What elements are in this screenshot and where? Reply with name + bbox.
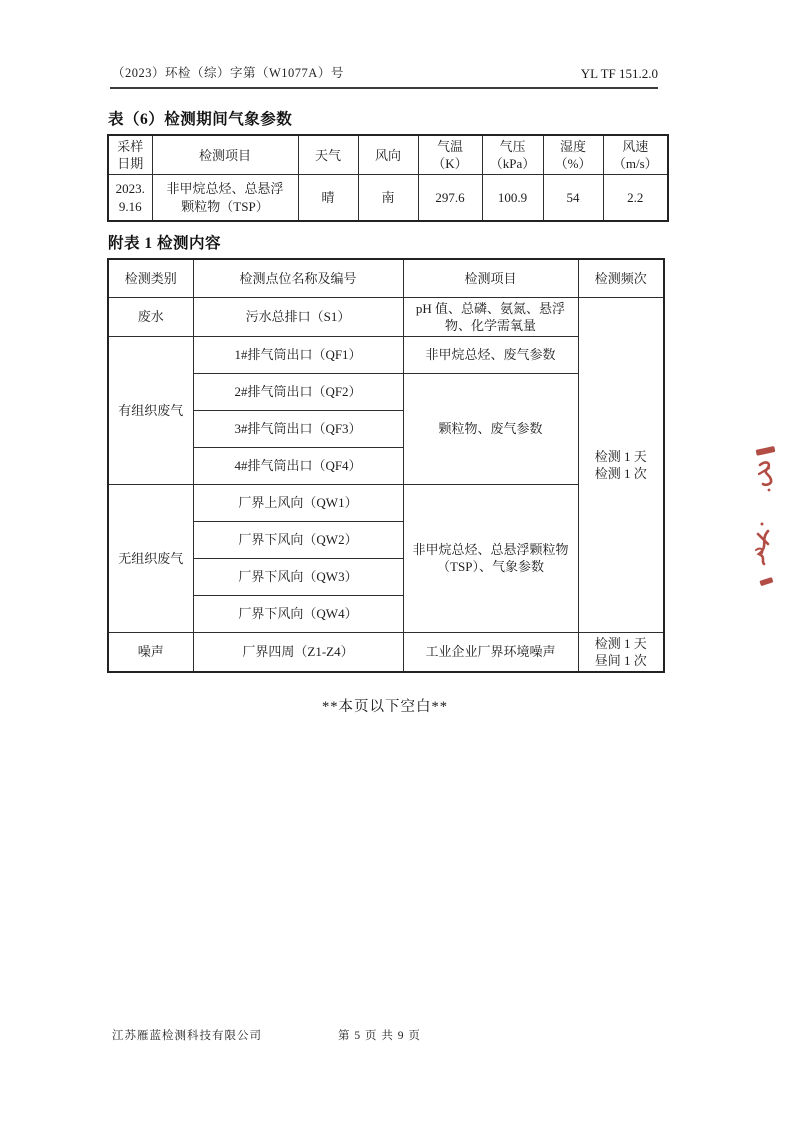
cell-weather: 晴: [298, 175, 358, 221]
weather-parameters-table: [107, 134, 669, 222]
table-row-wastewater: [108, 297, 664, 336]
col-point-name: 检测点位名称及编号: [193, 259, 403, 297]
blank-page-note: **本页以下空白**: [322, 699, 448, 715]
col-humidity: 湿度 （%）: [543, 135, 603, 175]
red-stamp-fragment: [750, 520, 778, 568]
cell-point-z1-z4: 厂界四周（Z1-Z4）: [193, 632, 403, 672]
cell-point-s1: 污水总排口（S1）: [193, 297, 403, 336]
table6-title: 表（6）检测期间气象参数: [108, 111, 293, 128]
col-test-category: 检测类别: [108, 259, 193, 297]
table-row-noise: [108, 632, 664, 672]
footer-company-name: 江苏雁蓝检测科技有限公司: [112, 1030, 262, 1042]
cell-category-wastewater: 废水: [108, 297, 193, 336]
cell-wind-speed: 2.2: [603, 175, 668, 221]
footer-page-number: 第 5 页 共 9 页: [338, 1030, 421, 1042]
doc-number: （2023）环检（综）字第（W1077A）号: [112, 66, 344, 80]
red-stamp-fragment: [757, 574, 777, 590]
cell-humidity: 54: [543, 175, 603, 221]
col-sample-date: 采样 日期: [108, 135, 152, 175]
cell-items-qf1: 非甲烷总烃、废气参数: [403, 336, 578, 373]
cell-point-qf2: 2#排气筒出口（QF2）: [193, 373, 403, 410]
cell-point-qw3: 厂界下风向（QW3）: [193, 558, 403, 595]
cell-point-qf3: 3#排气筒出口（QF3）: [193, 410, 403, 447]
cell-category-unorganized: 无组织废气: [108, 484, 193, 632]
cell-point-qw2: 厂界下风向（QW2）: [193, 521, 403, 558]
testing-content-table: [107, 258, 665, 673]
col-test-items: 检测项目: [403, 259, 578, 297]
cell-test-item: 非甲烷总烃、总悬浮 颗粒物（TSP）: [152, 175, 298, 221]
cell-frequency-main: 检测 1 天 检测 1 次: [578, 297, 664, 632]
cell-pressure: 100.9: [482, 175, 543, 221]
col-test-frequency: 检测频次: [578, 259, 664, 297]
cell-items-noise: 工业企业厂界环境噪声: [403, 632, 578, 672]
cell-sample-date: 2023. 9.16: [108, 175, 152, 221]
cell-point-qw1: 厂界上风向（QW1）: [193, 484, 403, 521]
cell-items-unorganized: 非甲烷总烃、总悬浮颗粒物（TSP）、气象参数: [403, 484, 578, 632]
table-header-row: [108, 259, 664, 297]
col-wind-speed: 风速 （m/s）: [603, 135, 668, 175]
header-divider: [110, 87, 658, 89]
cell-category-organized: 有组织废气: [108, 336, 193, 484]
cell-point-qw4: 厂界下风向（QW4）: [193, 595, 403, 632]
table-header-row: [108, 135, 668, 175]
cell-frequency-noise: 检测 1 天 昼间 1 次: [578, 632, 664, 672]
cell-items-wastewater: pH 值、总磷、氨氮、悬浮物、化学需氧量: [403, 297, 578, 336]
col-weather: 天气: [298, 135, 358, 175]
doc-code: YL TF 151.2.0: [580, 66, 658, 81]
red-stamp-fragment: [753, 444, 781, 494]
col-temperature: 气温 （K）: [418, 135, 482, 175]
cell-wind-direction: 南: [358, 175, 418, 221]
cell-point-qf1: 1#排气筒出口（QF1）: [193, 336, 403, 373]
cell-temperature: 297.6: [418, 175, 482, 221]
table-row: [108, 175, 668, 221]
cell-category-noise: 噪声: [108, 632, 193, 672]
col-wind-direction: 风向: [358, 135, 418, 175]
col-test-item: 检测项目: [152, 135, 298, 175]
cell-point-qf4: 4#排气筒出口（QF4）: [193, 447, 403, 484]
cell-items-qf2-4: 颗粒物、废气参数: [403, 373, 578, 484]
col-pressure: 气压 （kPa）: [482, 135, 543, 175]
annex1-title: 附表 1 检测内容: [108, 235, 222, 252]
